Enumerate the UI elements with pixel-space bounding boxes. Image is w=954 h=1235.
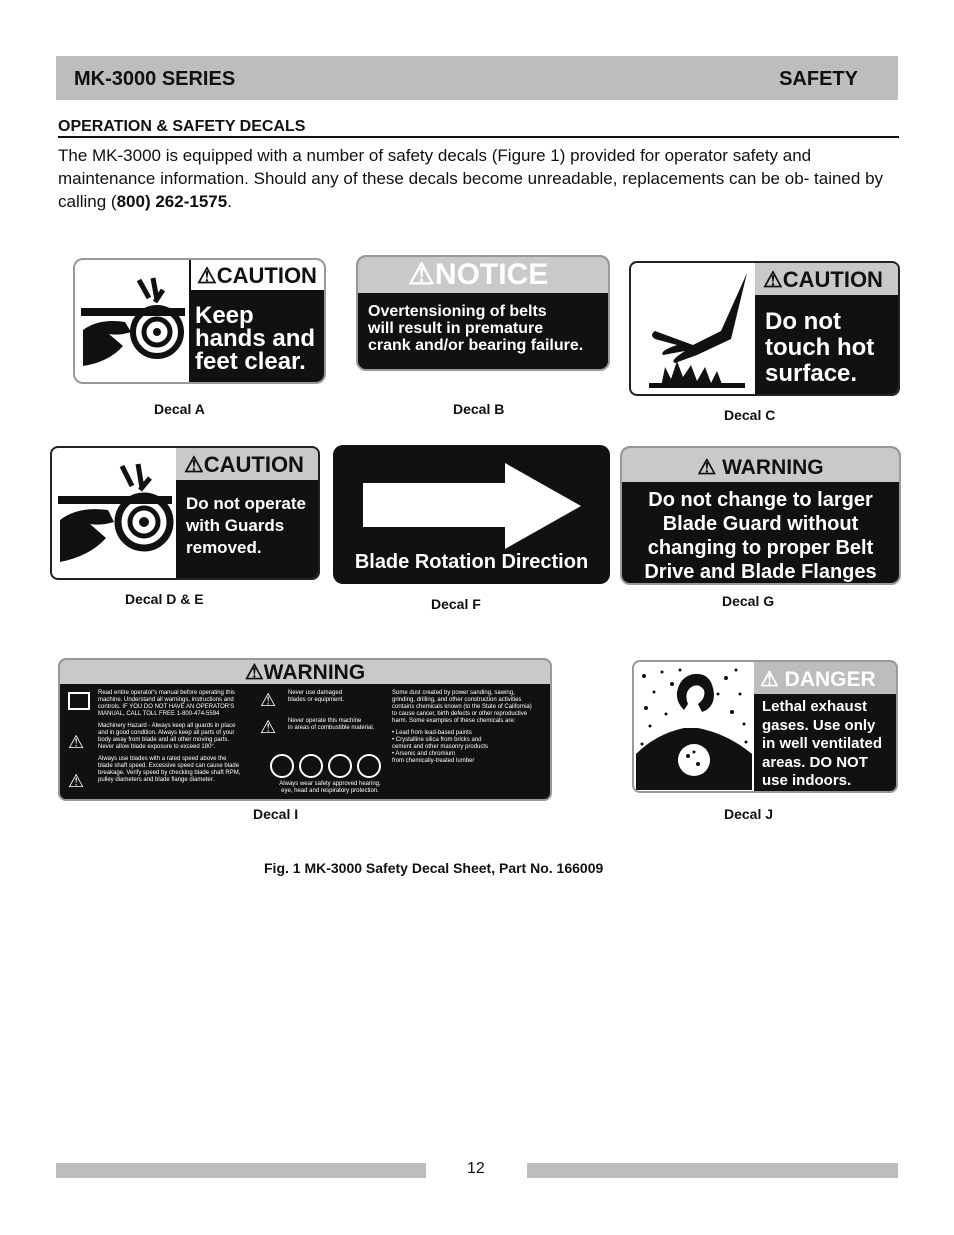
decal-i-ppe-icons (270, 754, 381, 778)
fire-hazard-icon: ⚠ (260, 717, 277, 737)
header-bar (56, 56, 898, 100)
decal-f-label: Decal F (431, 596, 481, 612)
manual-book-icon (68, 692, 90, 710)
section-title: SAFETY (779, 68, 858, 90)
decal-b-header: ⚠NOTICE (358, 257, 608, 293)
warning-triangle-icon: ⚠ (408, 258, 435, 291)
footer-bar-right (527, 1163, 898, 1178)
section-rule (58, 136, 899, 138)
decal-a-label: Decal A (154, 401, 205, 417)
warning-triangle-icon: ⚠ (244, 661, 264, 684)
decal-g (620, 446, 901, 585)
decal-c (629, 261, 900, 396)
decal-b (356, 255, 610, 371)
decal-j-header: ⚠ DANGER (754, 662, 896, 694)
decal-c-panel (755, 263, 898, 394)
decal-i-icons-col2 (260, 690, 276, 738)
head-protection-icon (328, 754, 352, 778)
blade-speed-icon: ⚠ (68, 771, 85, 791)
decal-de (50, 446, 320, 580)
decal-a-panel (189, 260, 324, 382)
decal-i-header: ⚠WARNING (60, 660, 550, 684)
warning-triangle-icon: ⚠ (697, 456, 717, 479)
damaged-blade-icon: ⚠ (260, 690, 277, 710)
decal-b-text: Overtensioning of belts will result in premature crank and/or bearing failure. (368, 303, 584, 354)
phone-number: 800) 262-1575 (116, 192, 228, 211)
decal-de-panel (176, 448, 318, 578)
exhaust-gas-hazard-icon (636, 664, 752, 790)
decal-g-text: Do not change to larger Blade Guard without changing to proper Belt Drive and Blade Flanges (644, 489, 877, 583)
decal-i (58, 658, 552, 801)
decal-c-text: Do not touch hot surface. (765, 308, 875, 387)
decal-i-ppe-text: Always wear safety approved hearing, eye, head and respiratory protection. (279, 781, 381, 794)
decal-i-icons-col1 (68, 692, 90, 792)
warning-triangle-icon: ⚠ (197, 263, 217, 288)
decal-i-col2-text: Never use damaged blades or equipment. Never operate this machine in areas of combustible material. (288, 690, 375, 731)
decal-g-label: Decal G (722, 593, 775, 609)
decal-a-header: ⚠CAUTION (189, 260, 324, 290)
footer-bar-left (56, 1163, 426, 1178)
warning-triangle-icon: ⚠ (184, 452, 204, 477)
section-heading: OPERATION & SAFETY DECALS (58, 118, 306, 135)
decal-i-col1-text: Read entire operator's manual before operating this machine. Understand all warnings, instructions and controls. IF YOU DO NOT HAVE AN OPERATOR'S MANUAL, CALL TOLL FREE 1-800-474-5594 Machinery Hazard - Always keep all guards in place and in good condition. Always keep all parts of your body away from blade and all other moving parts. Never allow blade exposure to exceed 180°. Always use blades with a rated speed above the blade shaft speed. Excessive speed can cause blade breakage. Verify speed by checking blade shaft RPM, pulley diameters and blade flange diameter. (98, 690, 241, 783)
decal-de-label: Decal D & E (125, 591, 204, 607)
respiratory-protection-icon (357, 754, 381, 778)
decal-i-col3-text: Some dust created by power sanding, sawing, grinding, drilling, and other construction activities contains chemicals known (to the State of California) to cause cancer, birth defects or other reproductive harm. Some examples of these chemicals are: • Lead from lead-based paints • Crystalline silica from bricks and cement and other masonry products • Arsenic and chromium from chemically-treated lumber (392, 690, 532, 764)
decal-c-header: ⚠CAUTION (755, 263, 898, 295)
hand-belt-hazard-icon (56, 460, 174, 568)
hearing-protection-icon (270, 754, 294, 778)
hand-hazard-icon: ⚠ (68, 732, 85, 752)
decal-c-label: Decal C (724, 407, 776, 423)
figure-caption: Fig. 1 MK-3000 Safety Decal Sheet, Part No. 166009 (264, 860, 604, 876)
decal-j-panel (754, 662, 896, 791)
decal-a (73, 258, 326, 384)
decal-b-label: Decal B (453, 401, 505, 417)
right-arrow-icon (363, 463, 583, 549)
decal-g-header: ⚠ WARNING (622, 448, 899, 482)
decal-f (333, 445, 610, 584)
hand-belt-hazard-icon (79, 270, 187, 370)
warning-triangle-icon: ⚠ (763, 267, 783, 292)
series-title: MK-3000 SERIES (74, 68, 236, 90)
decal-j-label: Decal J (724, 806, 774, 822)
hot-surface-hand-icon (641, 271, 753, 389)
eye-protection-icon (299, 754, 323, 778)
decal-de-header: ⚠CAUTION (176, 448, 318, 480)
decal-j (632, 660, 898, 793)
decal-de-text: Do not operate with Guards removed. (186, 494, 306, 557)
decal-f-text: Blade Rotation Direction (354, 551, 589, 573)
warning-triangle-icon: ⚠ (760, 668, 779, 691)
decal-j-text: Lethal exhaust gases. Use only in well ventilated areas. DO NOT use indoors. (762, 698, 883, 789)
intro-paragraph: The MK-3000 is equipped with a number of safety decals (Figure 1) provided for operator safety and maintenance information. Should any of these decals become unreadable, replacements can be ob- tained by calling (800) 262-1575. (58, 146, 884, 211)
decal-a-text: Keep hands and feet clear. (195, 302, 316, 375)
decal-i-label: Decal I (253, 806, 299, 822)
page-number: 12 (467, 1160, 485, 1177)
